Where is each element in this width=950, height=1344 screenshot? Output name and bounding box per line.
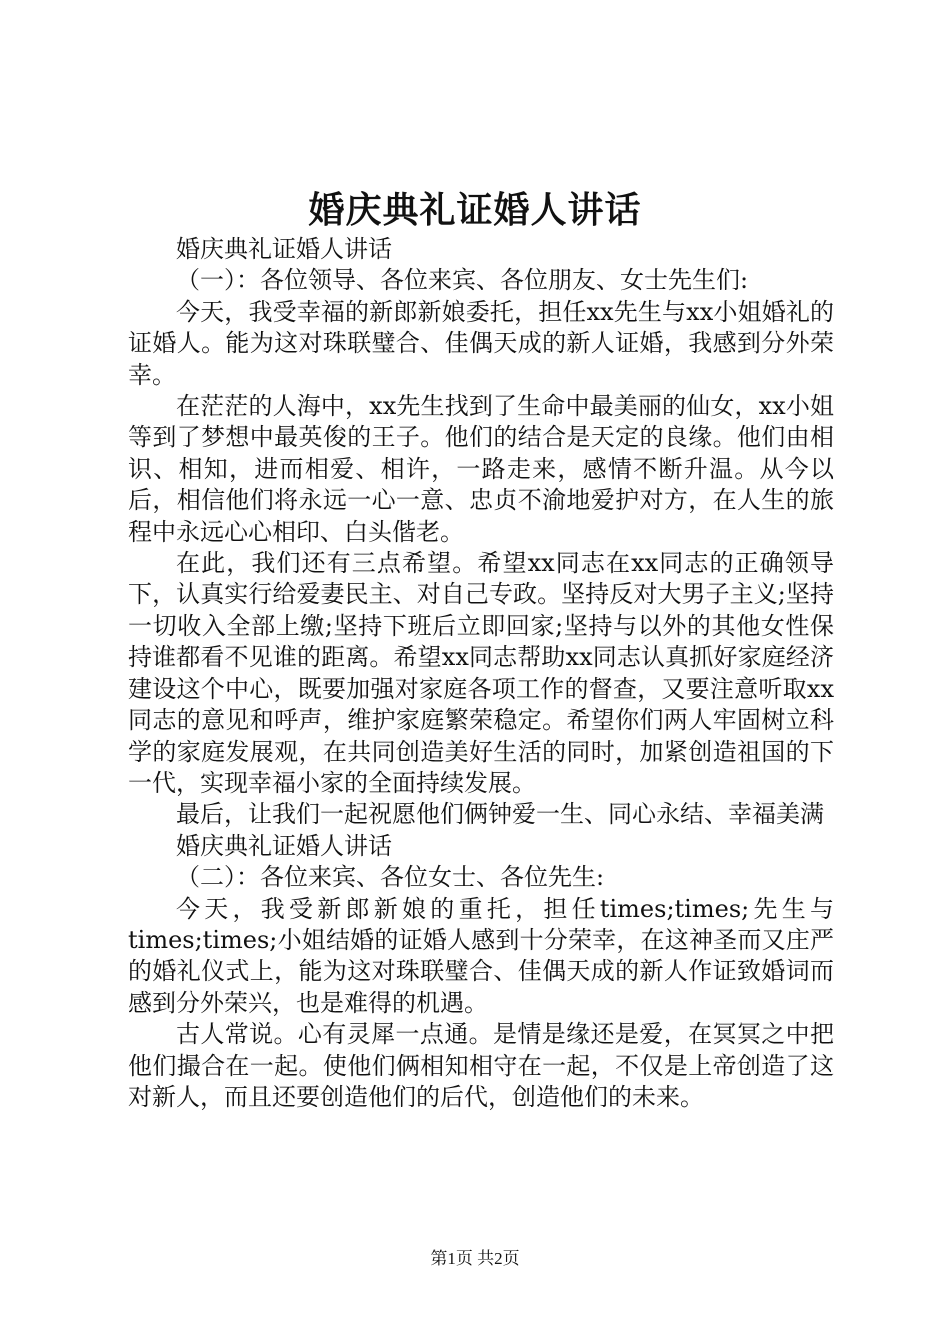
document-body [128,234,834,1113]
paragraph: 今天，我受新郎新娘的重托，担任times;times;先生与times;times;小姐结婚的证婚人感到十分荣幸，在这神圣而又庄严的婚礼仪式上，能为这对珠联璧合、佳偶天成的新人作证致婚词而感到分外荣兴，也是难得的机遇。 [128,894,834,1017]
paragraph: 今天，我受幸福的新郎新娘委托，担任xx先生与xx小姐婚礼的证婚人。能为这对珠联璧合、佳偶天成的新人证婚，我感到分外荣幸。 [128,297,834,389]
page-footer: 第1页 共2页 [430,1249,520,1268]
paragraph: 古人常说。心有灵犀一点通。是情是缘还是爱，在冥冥之中把他们撮合在一起。使他们俩相知相守在一起，不仅是上帝创造了这对新人，而且还要创造他们的后代，创造他们的未来。 [128,1020,834,1111]
paragraph: 在茫茫的人海中，xx先生找到了生命中最美丽的仙女，xx小姐等到了梦想中最英俊的王子。他们的结合是天定的良缘。他们由相识、相知，进而相爱、相许，一路走来，感情不断升温。从今以后，相信他们将永远一心一意、忠贞不渝地爱护对方，在人生的旅程中永远心心相印、白头偕老。 [128,392,834,546]
paragraph-salutation-1: （一）：各位领导、各位来宾、各位朋友、女士先生们: [176,266,749,295]
paragraph-subtitle-2: 婚庆典礼证婚人讲话 [176,831,392,860]
paragraph: 最后，让我们一起祝愿他们俩钟爱一生、同心永结、幸福美满 [176,800,824,829]
paragraph-salutation-2: （二）：各位来宾、各位女士、各位先生: [176,863,605,892]
document-title: 婚庆典礼证婚人讲话 [308,189,642,231]
paragraph: 在此，我们还有三点希望。希望xx同志在xx同志的正确领导下，认真实行给爱妻民主、对自己专政。坚持反对大男子主义;坚持一切收入全部上缴;坚持下班后立即回家;坚持与以外的其他女性保持谁都看不见谁的距离。希望xx同志帮助xx同志认真抓好家庭经济建设这个中心，既要加强对家庭各项工作的督查，又要注意听取xx同志的意见和呼声，维护家庭繁荣稳定。希望你们两人牢固树立科学的家庭发展观，在共同创造美好生活的同时，加紧创造祖国的下一代，实现幸福小家的全面持续发展。 [128,549,834,797]
paragraph-subtitle-1: 婚庆典礼证婚人讲话 [176,235,392,263]
